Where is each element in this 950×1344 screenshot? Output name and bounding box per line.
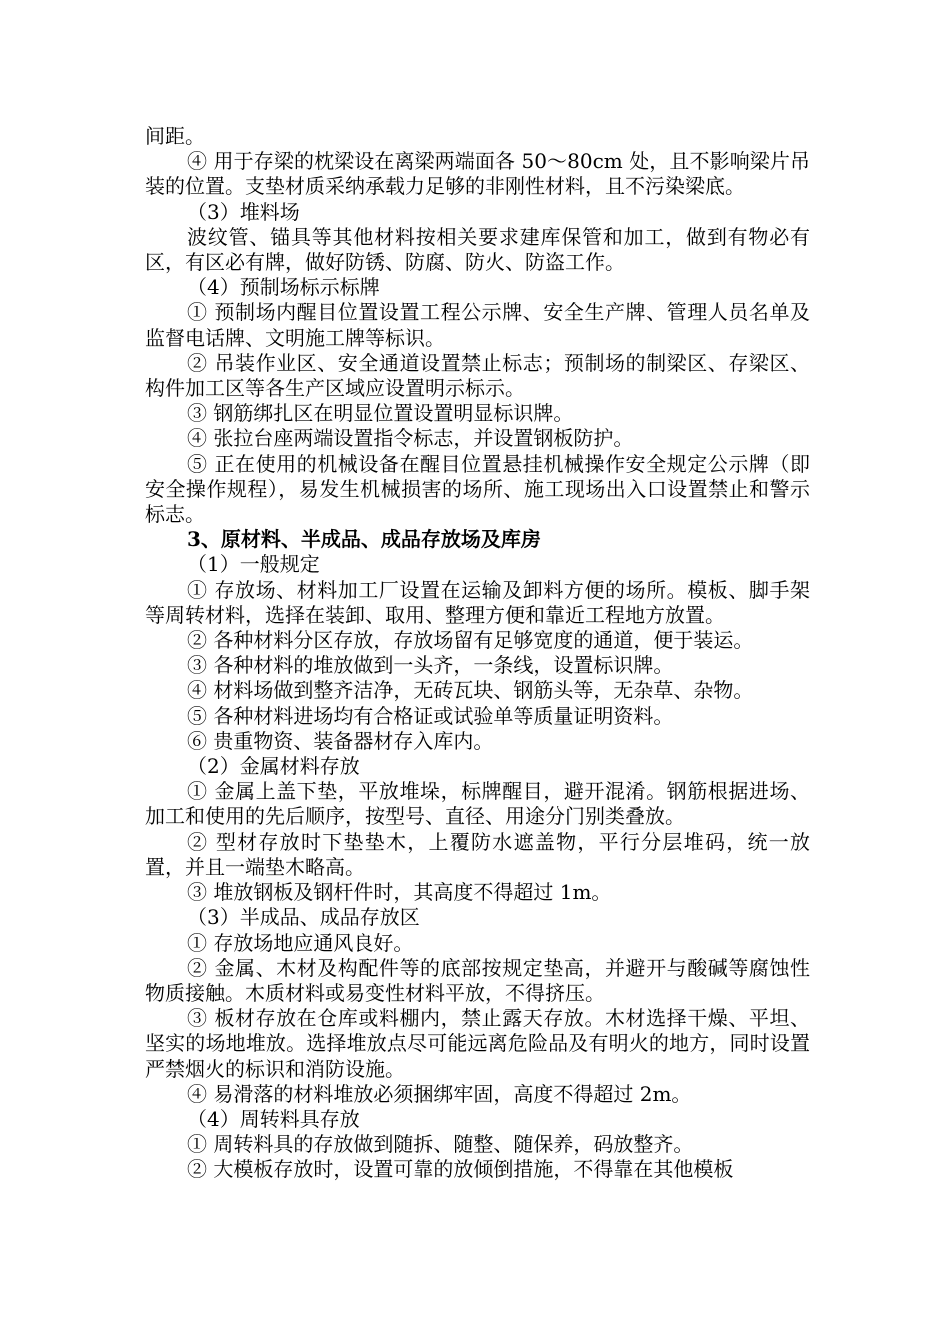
paragraph: ① 周转料具的存放做到随拆、随整、随保养，码放整齐。 (187, 1132, 694, 1157)
paragraph: ② 各种材料分区存放，存放场留有足够宽度的通道，便于装运。 (187, 628, 754, 653)
paragraph: 间距。 (145, 124, 205, 148)
document-page (145, 124, 810, 1183)
chapter-heading: 3、原材料、半成品、成品存放场及库房 (187, 527, 541, 552)
paragraph: ② 金属、木材及构配件等的底部按规定垫高，并避开与酸碱等腐蚀性物质接触。木质材料或易变性材料平放，不得挤压。 (145, 955, 810, 1005)
section-heading: （3）堆料场 (187, 199, 300, 224)
section-heading: （2）金属材料存放 (187, 754, 360, 779)
paragraph: 波纹管、锚具等其他材料按相关要求建库保管和加工，做到有物必有区，有区必有牌，做好防锈、防腐、防火、防盗工作。 (145, 224, 810, 275)
paragraph: ① 存放场地应通风良好。 (187, 930, 414, 955)
paragraph: ⑥ 贵重物资、装备器材存入库内。 (187, 728, 494, 753)
paragraph: ③ 钢筋绑扎区在明显位置设置明显标识牌。 (187, 401, 574, 426)
paragraph: ④ 张拉台座两端设置指令标志，并设置钢板防护。 (187, 426, 634, 451)
paragraph: ③ 堆放钢板及钢杆件时，其高度不得超过 1m。 (187, 880, 612, 905)
section-heading: （4）周转料具存放 (187, 1106, 360, 1131)
paragraph: ① 金属上盖下垫，平放堆垛，标牌醒目，避开混淆。钢筋根据进场、加工和使用的先后顺序，按型号、直径、用途分门别类叠放。 (145, 779, 810, 829)
paragraph: ③ 各种材料的堆放做到一头齐，一条线，设置标识牌。 (187, 653, 674, 678)
paragraph: ⑤ 各种材料进场均有合格证或试验单等质量证明资料。 (187, 703, 674, 728)
paragraph: ④ 用于存梁的枕梁设在离梁两端面各 50～80cm 处，且不影响梁片吊装的位置。支垫材质采纳承载力足够的非刚性材料，且不污染梁底。 (145, 149, 810, 199)
paragraph: ② 型材存放时下垫垫木，上覆防水遮盖物，平行分层堆码，统一放置，并且一端垫木略高。 (145, 829, 810, 879)
paragraph: ② 大模板存放时，设置可靠的放倾倒措施，不得靠在其他模板 (187, 1157, 734, 1182)
paragraph: ① 存放场、材料加工厂设置在运输及卸料方便的场所。模板、脚手架等周转材料，选择在装卸、取用、整理方便和靠近工程地方放置。 (145, 577, 810, 627)
section-heading: （3）半成品、成品存放区 (187, 905, 420, 930)
paragraph: ④ 材料场做到整齐洁净，无砖瓦块、钢筋头等，无杂草、杂物。 (187, 678, 754, 703)
paragraph: ① 预制场内醒目位置设置工程公示牌、安全生产牌、管理人员名单及监督电话牌、文明施工牌等标识。 (145, 300, 810, 350)
paragraph: ⑤ 正在使用的机械设备在醒目位置悬挂机械操作安全规定公示牌（即安全操作规程），易发生机械损害的场所、施工现场出入口设置禁止和警示标志。 (145, 451, 810, 527)
section-heading: （4）预制场标示标牌 (187, 275, 380, 300)
paragraph: ③ 板材存放在仓库或料棚内，禁止露天存放。木材选择干燥、平坦、坚实的场地堆放。选择堆放点尽可能远离危险品及有明火的地方，同时设置严禁烟火的标识和消防设施。 (145, 1006, 810, 1081)
paragraph: ④ 易滑落的材料堆放必须捆绑牢固，高度不得超过 2m。 (187, 1081, 692, 1106)
section-heading: （1）一般规定 (187, 552, 320, 577)
paragraph: ② 吊装作业区、安全通道设置禁止标志；预制场的制梁区、存梁区、构件加工区等各生产区域应设置明示标示。 (145, 350, 810, 401)
